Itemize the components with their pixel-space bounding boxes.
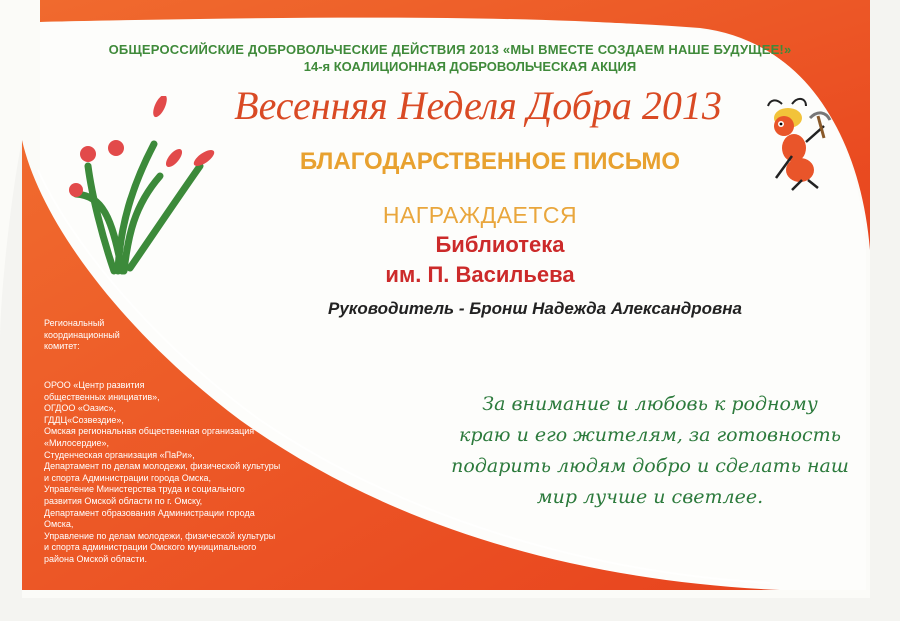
thanks-line: подарить людям добро и сделать наш <box>451 455 849 477</box>
event-header-line1: ОБЩЕРОССИЙСКИЕ ДОБРОВОЛЬЧЕСКИЕ ДЕЙСТВИЯ 2013 «МЫ ВМЕСТЕ СОЗДАЕМ НАШЕ БУДУЩЕЕ!» <box>108 42 792 57</box>
thanks-line: мир лучше и светлее. <box>536 486 764 508</box>
committee-member: развития Омской области по г. Омску, <box>44 495 203 506</box>
committee-member: общественных инициатив», <box>44 391 160 402</box>
committee-member: Департамент образования Администрации города <box>44 507 255 518</box>
recipient-name-line2: им. П. Васильева <box>385 262 575 287</box>
committee-members <box>44 380 304 566</box>
committee-member: ОРОО «Центр развития <box>44 380 145 390</box>
committee-member: и спорта Администрации города Омска, <box>44 472 212 483</box>
thanks-line: За внимание и любовь к родному <box>482 393 818 415</box>
committee-member: Омская региональная общественная организация <box>44 426 255 437</box>
recipient-head: Руководитель - Бронш Надежда Александровна <box>328 299 742 318</box>
certificate-subtitle: БЛАГОДАРСТВЕННОЕ ПИСЬМО <box>299 148 681 175</box>
committee-member: района Омской области. <box>44 553 147 564</box>
committee-member: Управление по делам молодежи, физической культуры <box>44 530 276 541</box>
committee-title: Региональный координационный комитет: <box>44 318 120 352</box>
committee-member: ОГДОО «Оазис», <box>44 403 116 414</box>
committee-member: Омска, <box>44 519 74 530</box>
recipient-name-line1: Библиотека <box>435 232 565 257</box>
thanks-message <box>440 389 860 513</box>
committee-member: Управление Министерства труда и социального <box>44 484 245 495</box>
committee-member: ГДДЦ«Созвездие», <box>44 414 124 425</box>
committee-member: «Милосердие», <box>44 437 109 448</box>
committee-member: Департамент по делам молодежи, физической культуры <box>44 461 281 472</box>
awarded-label: НАГРАЖДАЕТСЯ <box>382 202 578 228</box>
committee-member: Студенческая организация «ПаРи», <box>44 449 195 460</box>
committee-member: и спорта администрации Омского муниципального <box>44 542 257 553</box>
certificate-title: Весенняя Неделя Добра 2013 <box>234 83 722 128</box>
event-header-line2: 14-я КОАЛИЦИОННАЯ ДОБРОВОЛЬЧЕСКАЯ АКЦИЯ <box>303 59 637 74</box>
thanks-line: краю и его жителям, за готовность <box>458 424 842 446</box>
